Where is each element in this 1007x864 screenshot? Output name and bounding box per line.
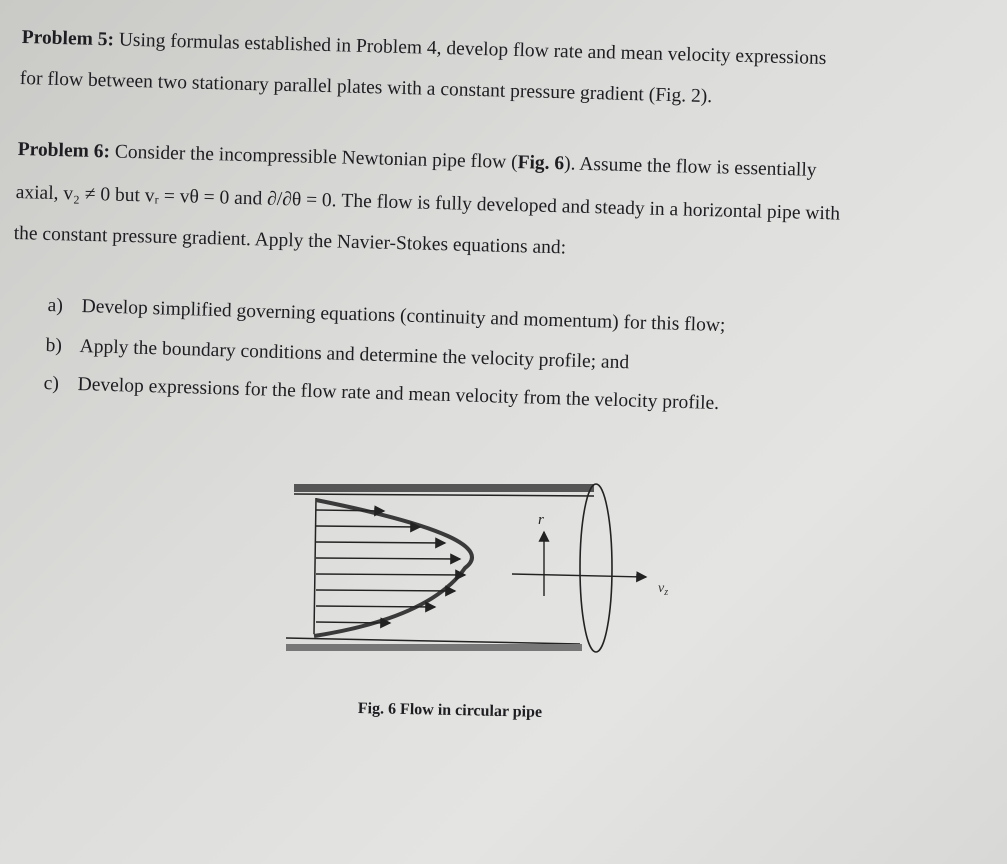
velocity-profile-curve bbox=[314, 500, 472, 636]
list-text-a: Develop simplified governing equations (continuity and momentum) for this flow; bbox=[81, 296, 726, 337]
velocity-arrows bbox=[316, 510, 465, 623]
problem5-line1 bbox=[21, 28, 826, 69]
pipe-top-wall bbox=[294, 484, 594, 492]
z-axis bbox=[512, 574, 646, 577]
problem6-line2 bbox=[15, 183, 840, 224]
problem5-text-1: Using formulas established in Problem 4, develop flow rate and mean velocity expressions bbox=[118, 29, 827, 70]
list-marker-a: a) bbox=[47, 295, 64, 317]
list-item-c bbox=[43, 374, 719, 414]
problem6-text-3: the constant pressure gradient. Apply the Navier-Stokes equations and: bbox=[13, 223, 567, 259]
list-marker-b: b) bbox=[45, 335, 63, 357]
problem6-fig-ref: Fig. 6 bbox=[517, 152, 565, 175]
list-text-b: Apply the boundary conditions and determine the velocity profile; and bbox=[79, 336, 630, 374]
vz-label bbox=[658, 581, 668, 598]
problem5-heading: Problem 5: bbox=[21, 27, 115, 51]
problem5-text-2: for flow between two stationary parallel plates with a constant pressure gradient (Fig. 2). bbox=[19, 68, 713, 108]
vz-label-sub: z bbox=[664, 587, 669, 598]
problem6-text-1a: Consider the incompressible Newtonian pipe flow ( bbox=[114, 141, 518, 174]
problem6-line1 bbox=[17, 140, 816, 180]
problem6-text-1b: ). Assume the flow is essentially bbox=[563, 153, 817, 181]
list-item-a bbox=[47, 296, 725, 336]
r-label: r bbox=[538, 512, 544, 528]
problem6-text-2: axial, v₂ ≠ 0 but vᵣ = vθ = 0 and ∂/∂θ = 0. The flow is fully developed and steady in a horizontal pipe with bbox=[15, 182, 841, 225]
vz-label-v: v bbox=[658, 581, 665, 596]
figure-caption: Fig. 6 Flow in circular pipe bbox=[357, 700, 543, 721]
pipe-bottom-wall bbox=[286, 644, 582, 651]
problem5-line2 bbox=[19, 69, 712, 107]
problem6-line3 bbox=[13, 224, 566, 258]
list-item-b bbox=[45, 336, 629, 373]
list-text-c: Develop expressions for the flow rate and mean velocity from the velocity profile. bbox=[77, 374, 720, 415]
problem6-heading: Problem 6: bbox=[17, 139, 111, 163]
list-marker-c: c) bbox=[43, 373, 60, 395]
pipe-end-ellipse bbox=[580, 484, 612, 652]
pipe-flow-figure bbox=[280, 468, 700, 668]
